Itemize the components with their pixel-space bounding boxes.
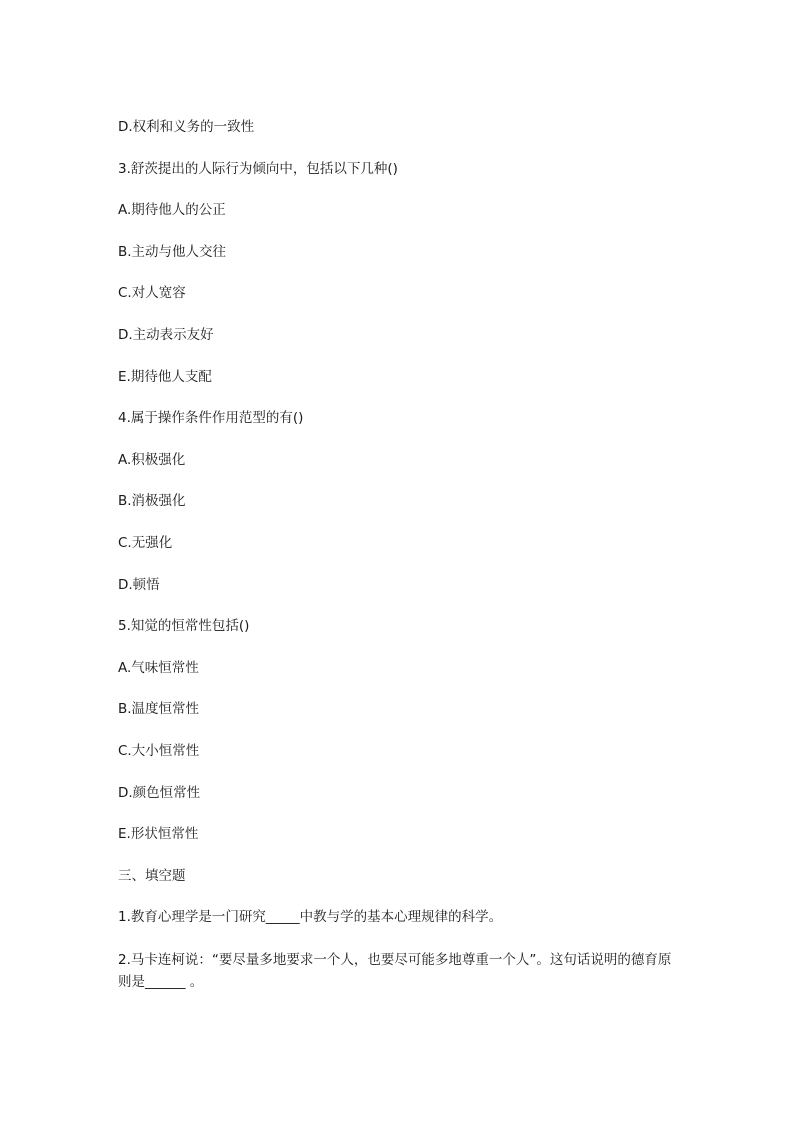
question-3-option-e: E.期待他人支配 (118, 368, 212, 385)
option-d-consistency: D.权利和义务的一致性 (118, 119, 255, 135)
question-4: 4.属于操作条件作用范型的有() (118, 410, 304, 427)
question-4-option-d: D.顿悟 (118, 576, 160, 593)
section-heading-fill-in: 三、填空题 (118, 867, 186, 884)
question-5-option-b: B.温度恒常性 (118, 701, 200, 718)
question-3-option-b: B.主动与他人交往 (118, 243, 227, 260)
question-5-option-d: D.颜色恒常性 (118, 784, 201, 801)
question-3-option-d: D.主动表示友好 (118, 326, 214, 343)
fill-in-question-2: 2.马卡连柯说：“要尽量多地要求一个人，也要尽可能多地尊重一个人”。这句话说明的德育原则是______ 。 (118, 951, 672, 990)
question-5-option-e: E.形状恒常性 (118, 826, 199, 843)
question-5: 5.知觉的恒常性包括() (118, 618, 250, 635)
question-5-option-c: C.大小恒常性 (118, 742, 200, 759)
question-4-option-c: C.无强化 (118, 534, 173, 551)
question-4-option-b: B.消极强化 (118, 493, 186, 510)
question-5-option-a: A.气味恒常性 (118, 659, 199, 676)
question-3-option-c: C.对人宽容 (118, 285, 186, 302)
document-body (118, 117, 683, 993)
question-4-option-a: A.积极强化 (118, 451, 186, 468)
question-3-option-a: A.期待他人的公正 (118, 202, 226, 219)
fill-in-question-1: 1.教育心理学是一门研究_____中教与学的基本心理规律的科学。 (118, 909, 503, 926)
question-3: 3.舒茨提出的人际行为倾向中，包括以下几种() (118, 160, 398, 177)
